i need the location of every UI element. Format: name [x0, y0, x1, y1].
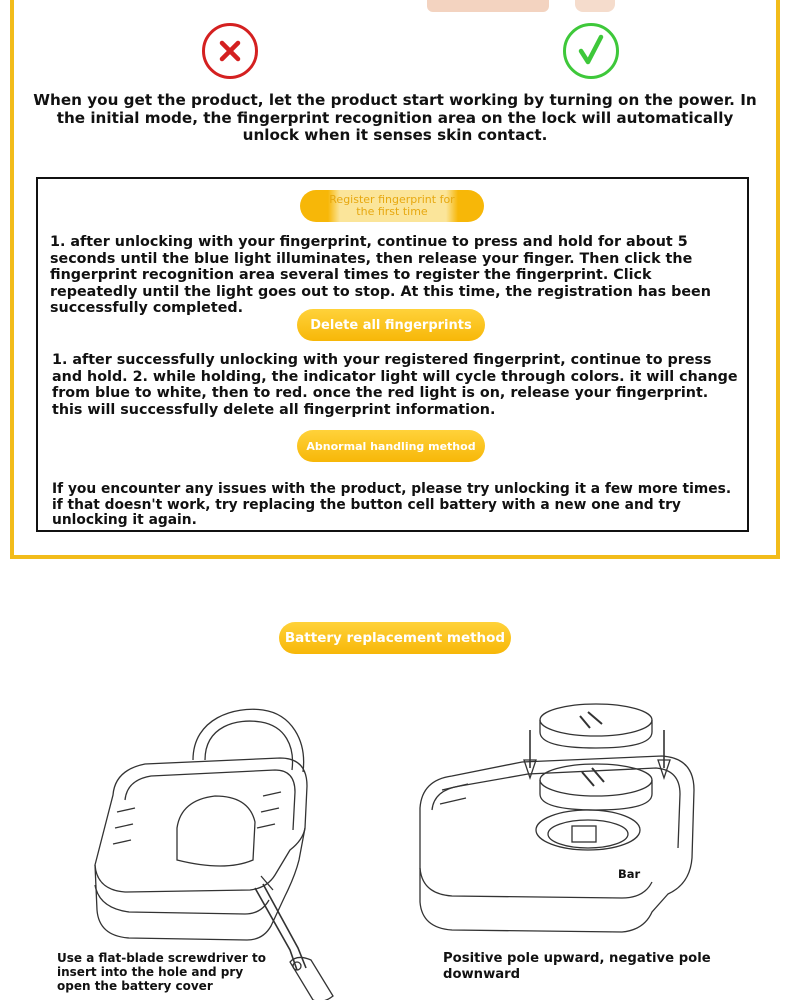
product-photo-fragment	[427, 0, 549, 12]
bar-label: Bar	[618, 867, 641, 881]
battery-insertion-diagram	[412, 698, 702, 938]
abnormal-handling-heading: Abnormal handling method	[297, 430, 485, 462]
intro-text: When you get the product, let the product start working by turning on the power. In the initial mode, the fingerprint recognition area on the lock will automatically unlock when it senses skin contact.	[33, 91, 757, 144]
register-fingerprint-label: Register fingerprint for the first time	[329, 193, 455, 218]
delete-fingerprints-heading: Delete all fingerprints	[297, 309, 485, 341]
correct-mark-icon	[563, 23, 619, 79]
register-fingerprint-heading	[300, 190, 484, 222]
delete-instructions: 1. after successfully unlocking with your registered fingerprint, continue to press and hold. 2. while holding, the indicator light will cycle through colors. it will change from blue to white, then to red. once the red light is on, release your fingerprint. this will successfully delete all fingerprint information.	[52, 352, 738, 418]
battery-replacement-heading: Battery replacement method	[279, 622, 511, 654]
wrong-mark-icon	[202, 23, 258, 79]
register-instructions: 1. after unlocking with your fingerprint, continue to press and hold for about 5 seconds until the blue light illuminates, then release your finger. Then click the fingerprint recognition area several times to register the fingerprint. Click repeatedly until the light goes out to stop. At this time, the registration has been successfully completed.	[50, 234, 711, 317]
abnormal-instructions: If you encounter any issues with the product, please try unlocking it a few more times. if that doesn't work, try replacing the button cell battery with a new one and try unlocking it again.	[52, 481, 732, 529]
battery-polarity-caption: Positive pole upward, negative pole downward	[443, 951, 711, 982]
product-photo-fragment-finger	[575, 0, 615, 12]
screwdriver-caption: Use a flat-blade screwdriver to insert into the hole and pry open the battery cover	[57, 951, 266, 993]
